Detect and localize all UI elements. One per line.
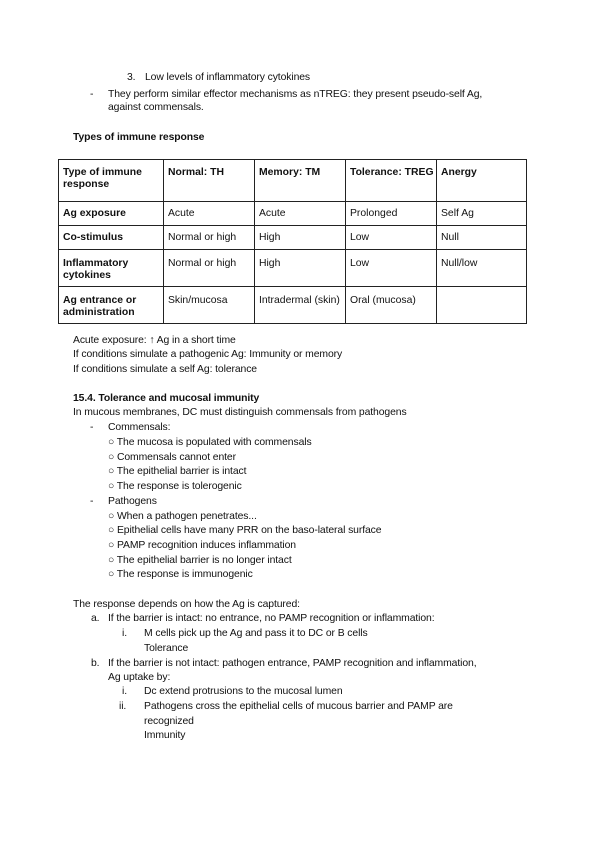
table-row bbox=[59, 250, 527, 287]
pathogens-label: Pathogens bbox=[108, 496, 157, 507]
table-row-label: Inflammatory cytokines bbox=[59, 250, 164, 287]
table-cell: Skin/mucosa bbox=[164, 287, 255, 324]
bullet-dash: - bbox=[90, 496, 94, 507]
capture-a-i-result: Tolerance bbox=[144, 643, 189, 654]
list-letter-b: b. bbox=[91, 658, 100, 669]
capture-a-i-text: M cells pick up the Ag and pass it to DC or B cells bbox=[144, 628, 368, 639]
table-cell: Null/low bbox=[437, 250, 527, 287]
table-row-label: Co-stimulus bbox=[59, 226, 164, 250]
table-cell: Acute bbox=[255, 202, 346, 226]
capture-b-text-2: Ag uptake by: bbox=[108, 672, 171, 683]
capture-b-ii-line-2: recognized bbox=[144, 716, 194, 727]
table-cell: Normal or high bbox=[164, 250, 255, 287]
list-roman-i: i. bbox=[122, 628, 127, 639]
note-acute-exposure: Acute exposure: ↑ Ag in a short time bbox=[73, 335, 236, 346]
list-item-cytokines: Low levels of inflammatory cytokines bbox=[145, 72, 311, 83]
bullet-dash: - bbox=[90, 422, 94, 433]
table-row bbox=[59, 202, 527, 226]
table-row bbox=[59, 287, 527, 324]
commensals-label: Commensals: bbox=[108, 422, 171, 433]
capture-b-i-text: Dc extend protrusions to the mucosal lumen bbox=[144, 686, 343, 697]
ntreg-line-2: against commensals. bbox=[108, 102, 204, 113]
table-cell: High bbox=[255, 226, 346, 250]
pathogens-item: ○ When a pathogen penetrates... bbox=[108, 511, 257, 522]
capture-b-text-1: If the barrier is not intact: pathogen entrance, PAMP recognition and inflammation, bbox=[108, 658, 477, 669]
table-header-row bbox=[59, 160, 527, 202]
section-title: Types of immune response bbox=[73, 132, 205, 143]
immune-response-table bbox=[58, 159, 527, 324]
capture-intro: The response depends on how the Ag is captured: bbox=[73, 599, 300, 610]
table-cell: Null bbox=[437, 226, 527, 250]
table-cell: Self Ag bbox=[437, 202, 527, 226]
subsection-intro: In mucous membranes, DC must distinguish commensals from pathogens bbox=[73, 407, 407, 418]
table-row-label: Ag exposure bbox=[59, 202, 164, 226]
commensals-item: ○ The mucosa is populated with commensals bbox=[108, 437, 312, 448]
table-cell: Acute bbox=[164, 202, 255, 226]
note-self: If conditions simulate a self Ag: tolerance bbox=[73, 364, 257, 375]
pathogens-item: ○ Epithelial cells have many PRR on the baso-lateral surface bbox=[108, 525, 382, 536]
commensals-item: ○ The epithelial barrier is intact bbox=[108, 466, 247, 477]
list-roman-i: i. bbox=[122, 686, 127, 697]
list-number-3: 3. bbox=[127, 72, 136, 83]
list-roman-ii: ii. bbox=[119, 701, 127, 712]
table-header-cell: Anergy bbox=[437, 160, 527, 202]
pathogens-item: ○ PAMP recognition induces inflammation bbox=[108, 540, 296, 551]
capture-a-text: If the barrier is intact: no entrance, no PAMP recognition or inflammation: bbox=[108, 613, 435, 624]
table-cell: Normal or high bbox=[164, 226, 255, 250]
capture-b-ii-line-1: Pathogens cross the epithelial cells of mucous barrier and PAMP are bbox=[144, 701, 453, 712]
table-cell: Oral (mucosa) bbox=[346, 287, 437, 324]
pathogens-item: ○ The response is immunogenic bbox=[108, 569, 253, 580]
subsection-title: 15.4. Tolerance and mucosal immunity bbox=[73, 393, 260, 404]
table-header-cell: Normal: TH bbox=[164, 160, 255, 202]
table-cell: Intradermal (skin) bbox=[255, 287, 346, 324]
list-letter-a: a. bbox=[91, 613, 100, 624]
ntreg-line-1: They perform similar effector mechanisms as nTREG: they present pseudo-self Ag, bbox=[108, 89, 483, 100]
capture-b-ii-result: Immunity bbox=[144, 730, 186, 741]
pathogens-item: ○ The epithelial barrier is no longer intact bbox=[108, 555, 292, 566]
table-cell: Prolonged bbox=[346, 202, 437, 226]
table-header-cell: Memory: TM bbox=[255, 160, 346, 202]
commensals-item: ○ Commensals cannot enter bbox=[108, 452, 236, 463]
table-cell: Low bbox=[346, 226, 437, 250]
bullet-dash: - bbox=[90, 89, 94, 100]
table-cell bbox=[437, 287, 527, 324]
table-header-cell: Type of immune response bbox=[59, 160, 164, 202]
table-row-label: Ag entrance or administration bbox=[59, 287, 164, 324]
table-cell: High bbox=[255, 250, 346, 287]
table-row bbox=[59, 226, 527, 250]
note-pathogenic: If conditions simulate a pathogenic Ag: Immunity or memory bbox=[73, 349, 343, 360]
table-header-cell: Tolerance: TREG bbox=[346, 160, 437, 202]
commensals-item: ○ The response is tolerogenic bbox=[108, 481, 242, 492]
table-cell: Low bbox=[346, 250, 437, 287]
